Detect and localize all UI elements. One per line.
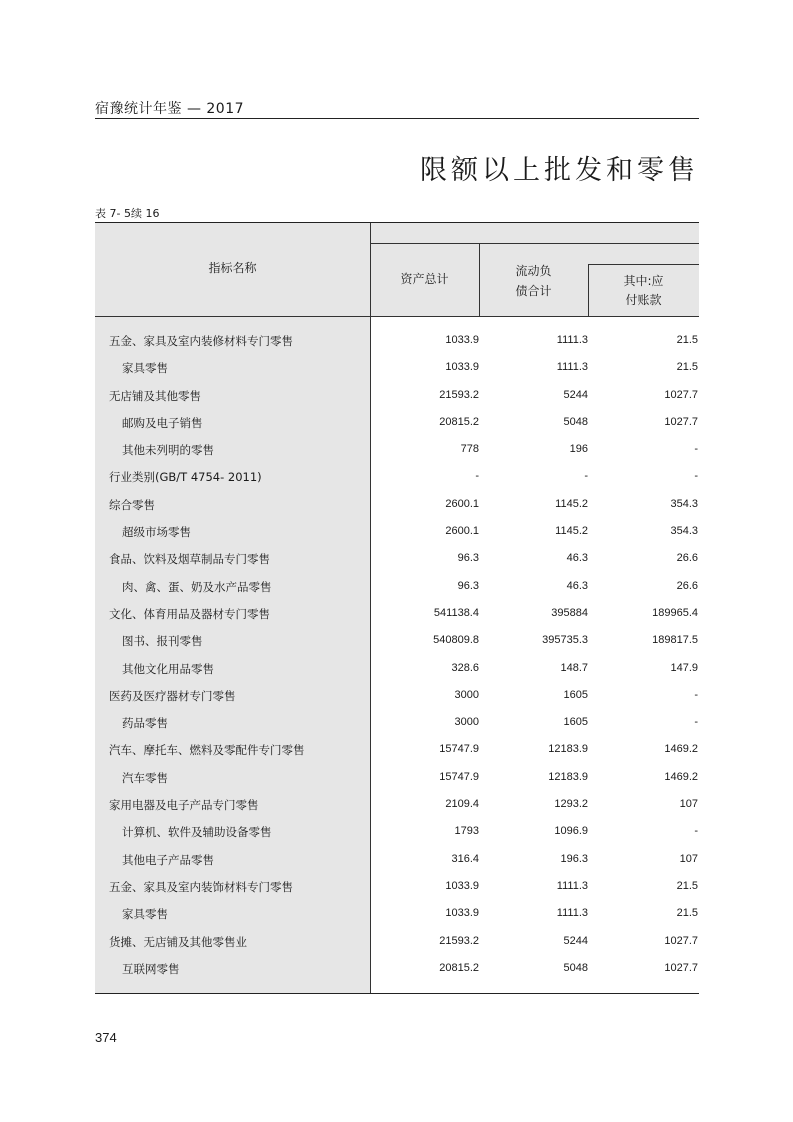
current-liabilities-cell: 46.3 (566, 579, 588, 592)
accounts-payable-cell: 354.3 (670, 525, 698, 538)
total-assets-cell: 1033.9 (445, 879, 479, 892)
table-row (95, 682, 699, 709)
table-row (95, 818, 699, 845)
row-name: 家具零售 (122, 361, 168, 376)
accounts-payable-cell: - (694, 688, 698, 701)
accounts-payable-cell: 21.5 (676, 907, 698, 920)
current-liabilities-cell: - (584, 470, 588, 483)
header-subgroup-rule (588, 264, 699, 265)
accounts-payable-cell: 1027.7 (664, 415, 698, 428)
accounts-payable-cell: - (694, 825, 698, 838)
table-row (95, 327, 699, 354)
accounts-payable-cell: 1469.2 (664, 743, 698, 756)
current-liabilities-cell: 1293.2 (554, 798, 588, 811)
total-assets-cell: 778 (460, 443, 479, 456)
row-name: 文化、体育用品及器材专门零售 (109, 606, 270, 621)
row-name: 综合零售 (109, 497, 155, 512)
current-liabilities-cell: 196 (569, 443, 588, 456)
table-row (95, 518, 699, 545)
header-current-liabilities-line2: 债合计 (515, 284, 552, 298)
table-row (95, 545, 699, 572)
total-assets-cell: 3000 (454, 716, 479, 729)
current-liabilities-cell: 1111.3 (556, 879, 588, 892)
current-liabilities-cell: 1096.9 (554, 825, 588, 838)
total-assets-cell: 15747.9 (439, 743, 479, 756)
table-label: 表 7- 5续 16 (95, 207, 160, 220)
row-name: 食品、饮料及烟草制品专门零售 (109, 552, 270, 567)
accounts-payable-cell: 26.6 (676, 579, 698, 592)
chapter-title: 限额以上批发和零售 (420, 155, 699, 186)
header-group-rule (370, 243, 699, 244)
total-assets-cell: 1033.9 (445, 334, 479, 346)
table-row (95, 354, 699, 381)
accounts-payable-cell: 189817.5 (652, 634, 698, 647)
table-row (95, 873, 699, 900)
total-assets-cell: 2600.1 (445, 525, 479, 538)
current-liabilities-cell: 12183.9 (548, 743, 588, 756)
total-assets-cell: 3000 (454, 688, 479, 701)
total-assets-cell: 316.4 (451, 852, 479, 865)
row-name: 邮购及电子销售 (122, 415, 203, 430)
row-name: 汽车零售 (122, 770, 168, 785)
header-current-liabilities-line1: 流动负 (515, 264, 552, 278)
accounts-payable-cell: - (694, 716, 698, 729)
accounts-payable-cell: 147.9 (670, 661, 698, 674)
accounts-payable-cell: 1469.2 (664, 770, 698, 783)
current-liabilities-cell: 1111.3 (556, 334, 588, 346)
table-row (95, 382, 699, 409)
current-liabilities-cell: 1605 (563, 688, 588, 701)
total-assets-cell: 96.3 (457, 552, 479, 565)
total-assets-cell: 96.3 (457, 579, 479, 592)
header-total-assets: 资产总计 (400, 272, 449, 286)
accounts-payable-cell: - (694, 443, 698, 456)
total-assets-cell: - (475, 470, 479, 483)
total-assets-cell: 21593.2 (439, 388, 479, 401)
table-row (95, 436, 699, 463)
accounts-payable-cell: 107 (679, 852, 698, 865)
total-assets-cell: 1033.9 (445, 361, 479, 374)
row-name: 超级市场零售 (122, 525, 191, 540)
total-assets-cell: 21593.2 (439, 934, 479, 947)
table-row (95, 736, 699, 763)
total-assets-cell: 328.6 (451, 661, 479, 674)
table-row (95, 463, 699, 490)
data-table (95, 222, 699, 995)
table-row (95, 709, 699, 736)
table-row (95, 491, 699, 518)
book-title: 宿豫统计年鉴 — 2017 (95, 101, 245, 117)
accounts-payable-cell: 107 (679, 798, 698, 811)
total-assets-cell: 2109.4 (445, 798, 479, 811)
table-row (95, 600, 699, 627)
current-liabilities-cell: 1605 (563, 716, 588, 729)
current-liabilities-cell: 395884 (551, 606, 588, 619)
header-accounts-payable-line1: 其中:应 (623, 274, 664, 288)
table-row (95, 655, 699, 682)
row-name: 无店铺及其他零售 (109, 388, 201, 403)
row-name: 其他电子产品零售 (122, 852, 214, 867)
row-name: 行业类别(GB/T 4754- 2011) (109, 470, 262, 485)
row-name: 五金、家具及室内装修材料专门零售 (109, 334, 293, 348)
accounts-payable-cell: 1027.7 (664, 388, 698, 401)
accounts-payable-cell: 189965.4 (652, 606, 698, 619)
accounts-payable-cell: 26.6 (676, 552, 698, 565)
current-liabilities-cell: 196.3 (560, 852, 588, 865)
accounts-payable-cell: 21.5 (676, 334, 698, 346)
current-liabilities-cell: 1111.3 (556, 907, 588, 920)
row-name: 家具零售 (122, 907, 168, 922)
total-assets-cell: 1793 (454, 825, 479, 838)
table-row (95, 764, 699, 791)
total-assets-cell: 20815.2 (439, 961, 479, 974)
table-top-rule (95, 222, 699, 223)
total-assets-cell: 20815.2 (439, 415, 479, 428)
current-liabilities-cell: 395735.3 (542, 634, 588, 647)
table-row (95, 955, 699, 982)
current-liabilities-cell: 12183.9 (548, 770, 588, 783)
total-assets-cell: 541138.4 (433, 606, 479, 619)
accounts-payable-cell: 21.5 (676, 879, 698, 892)
row-name: 医药及医疗器材专门零售 (109, 688, 236, 703)
header-bottom-rule (95, 316, 699, 317)
table-row (95, 900, 699, 927)
current-liabilities-cell: 148.7 (560, 661, 588, 674)
row-name: 计算机、软件及辅助设备零售 (122, 825, 272, 840)
current-liabilities-cell: 46.3 (566, 552, 588, 565)
table-row (95, 409, 699, 436)
table-row (95, 791, 699, 818)
table-row (95, 627, 699, 654)
row-name: 图书、报刊零售 (122, 634, 203, 649)
accounts-payable-cell: 354.3 (670, 497, 698, 510)
current-liabilities-cell: 5048 (563, 961, 588, 974)
total-assets-cell: 1033.9 (445, 907, 479, 920)
row-name: 互联网零售 (122, 961, 180, 976)
table-body (95, 327, 699, 982)
current-liabilities-cell: 1111.3 (556, 361, 588, 374)
row-name: 其他文化用品零售 (122, 661, 214, 676)
total-assets-cell: 15747.9 (439, 770, 479, 783)
header-rule (95, 118, 699, 119)
header-accounts-payable-line2: 付账款 (625, 293, 662, 307)
row-name: 家用电器及电子产品专门零售 (109, 798, 259, 813)
table-row (95, 928, 699, 955)
row-name: 肉、禽、蛋、奶及水产品零售 (122, 579, 272, 594)
total-assets-cell: 2600.1 (445, 497, 479, 510)
accounts-payable-cell: 1027.7 (664, 961, 698, 974)
total-assets-cell: 540809.8 (433, 634, 479, 647)
table-bottom-rule (95, 993, 699, 994)
current-liabilities-cell: 5244 (563, 934, 588, 947)
accounts-payable-cell: 1027.7 (664, 934, 698, 947)
accounts-payable-cell: 21.5 (676, 361, 698, 374)
table-row (95, 846, 699, 873)
table-row (95, 573, 699, 600)
row-name: 五金、家具及室内装饰材料专门零售 (109, 879, 293, 894)
row-name: 其他未列明的零售 (122, 443, 214, 458)
row-name: 货摊、无店铺及其他零售业 (109, 934, 247, 949)
row-name: 汽车、摩托车、燃料及零配件专门零售 (109, 743, 305, 758)
current-liabilities-cell: 5048 (563, 415, 588, 428)
row-name: 药品零售 (122, 716, 168, 731)
accounts-payable-cell: - (694, 470, 698, 483)
current-liabilities-cell: 1145.2 (555, 497, 588, 510)
page-number: 374 (95, 1030, 117, 1045)
current-liabilities-cell: 5244 (563, 388, 588, 401)
current-liabilities-cell: 1145.2 (555, 525, 588, 538)
header-indicator-name: 指标名称 (208, 261, 257, 275)
